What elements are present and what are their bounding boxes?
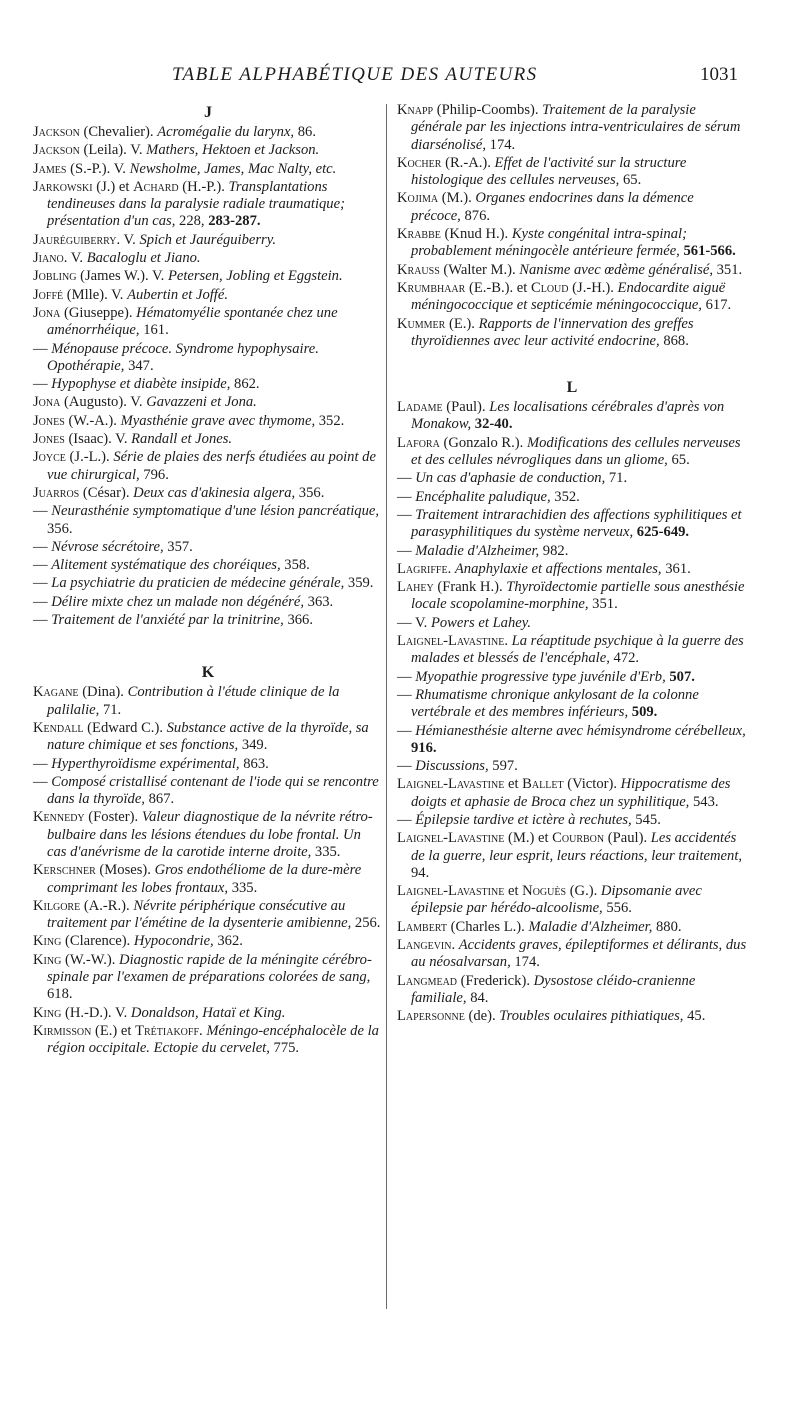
page-ref: 543.	[689, 793, 719, 810]
page-ref: 335.	[311, 843, 341, 860]
author-details: (Charles L.).	[446, 918, 529, 935]
coauthor-name: Cloud	[530, 279, 569, 296]
page-ref: 862.	[230, 376, 260, 393]
page-ref-bold: 509.	[631, 704, 658, 721]
index-entry	[33, 341, 383, 376]
index-entry	[397, 723, 747, 758]
index-entry	[33, 161, 383, 178]
page-ref: 352.	[315, 412, 345, 429]
author-name: Jiano	[33, 250, 64, 267]
work-title: Dipsomanie avec épilepsie par hérédo-alcoolisme,	[411, 883, 702, 917]
author-name: Jackson	[33, 124, 80, 140]
coauthor-name: Trétiakoff	[135, 1022, 200, 1039]
author-details: (Isaac). V.	[64, 431, 132, 448]
author-details: (Giuseppe).	[60, 304, 137, 321]
index-entry	[397, 776, 747, 811]
page-ref-bold: 916.	[411, 739, 437, 756]
page-ref-bold: 561-566.	[683, 243, 736, 260]
page-ref: 366.	[283, 612, 313, 629]
page-number: 1031	[700, 64, 738, 85]
page-ref: 86.	[294, 124, 316, 140]
page-ref: 352.	[550, 488, 580, 505]
page-ref: 361.	[661, 560, 691, 577]
page-ref: 356.	[47, 520, 73, 537]
work-title: Hyperthyroïdisme expérimental,	[51, 755, 240, 772]
index-entry	[397, 615, 747, 632]
page-ref: 174.	[486, 136, 516, 153]
work-title: Spich et Jauréguiberry.	[139, 231, 277, 248]
work-title: Rapports de l'innervation des greffes thyroïdiennes avec leur activité endocrine,	[411, 315, 694, 349]
index-entry	[33, 485, 383, 502]
work-title: Hypophyse et diabète insipide,	[51, 376, 231, 393]
index-entry	[397, 687, 747, 722]
work-title: Diagnostic rapide de la méningite cérébro-spinale par l'examen de préparations colorées de sang,	[47, 951, 372, 986]
page-ref: 618.	[47, 986, 73, 1003]
author-details: (A.-R.).	[80, 897, 134, 914]
work-title: Hématomyélie spontanée chez une aménorrhéique,	[47, 304, 338, 339]
index-entry	[397, 155, 747, 190]
author-name: Joffé	[33, 286, 64, 303]
coauthor-details: (H.-P.).	[178, 178, 229, 195]
index-entry	[397, 633, 747, 668]
index-entry	[397, 489, 747, 506]
author-details: (H.-D.). V.	[61, 1004, 131, 1021]
index-entry	[33, 124, 383, 141]
author-details: (Edward C.).	[83, 719, 167, 736]
work-title: Anaphylaxie et affections mentales,	[454, 560, 662, 577]
work-title: Newsholme, James, Mac Nalty, etc.	[129, 160, 337, 177]
page-ref: 358.	[280, 557, 310, 574]
work-title: Substance active de la thyroïde, sa nature chimique et ses fonctions,	[47, 719, 369, 754]
index-entry	[33, 539, 383, 556]
index-entry	[397, 262, 747, 279]
index-entry	[33, 684, 383, 719]
work-title: Épilepsie tardive et ictère à rechutes,	[415, 811, 632, 828]
author-name: Knapp	[397, 102, 434, 118]
author-details: (E.).	[445, 315, 479, 332]
author-details: (Moses).	[95, 862, 155, 879]
section-letter-l: L	[566, 379, 578, 397]
work-title: Randall et Jones.	[131, 431, 233, 448]
page-ref: 545.	[631, 811, 661, 828]
work-title: La réaptitude psychique à la guerre des malades et blessés de l'encéphale,	[411, 633, 744, 667]
running-header	[0, 60, 800, 94]
index-entry	[397, 399, 747, 434]
section-letter-j: J	[204, 104, 212, 121]
page-ref: 347.	[124, 357, 154, 374]
index-entry	[397, 973, 747, 1008]
page-ref: 867.	[144, 791, 175, 808]
author-details: (Clarence).	[61, 933, 134, 950]
index-entry	[33, 898, 383, 933]
work-title: Hémianesthésie alterne avec hémisyndrome cérébelleux,	[415, 722, 746, 739]
work-title: Série de plaies des nerfs étudiées au point de vue chirurgical,	[47, 449, 376, 483]
work-title: Encéphalite paludique,	[415, 488, 551, 505]
work-title: Endocardite aiguë méningococcique et septicémie méningococcique,	[411, 279, 726, 314]
page-ref-bold: 32-40.	[474, 416, 513, 433]
author-details: (César).	[79, 484, 134, 501]
author-name: Lapersonne	[397, 1008, 465, 1025]
index-entry	[397, 579, 747, 614]
author-name: Kocher	[397, 154, 442, 171]
author-name: Langevin	[397, 937, 452, 954]
page-ref: 228,	[175, 213, 209, 230]
work-title: Rhumatisme chronique ankylosant de la colonne vertébrale et des membres inférieurs,	[411, 686, 699, 721]
author-name: Krauss	[397, 261, 440, 278]
author-name: James	[33, 160, 67, 177]
author-details: . V.	[63, 250, 87, 267]
author-name: Jones	[33, 431, 65, 448]
work-title: Contribution à l'étude clinique de la palilalie,	[47, 684, 340, 718]
author-name: Jauréguiberry	[33, 231, 117, 248]
work-title: Neurasthénie symptomatique d'une lésion pancréatique,	[51, 503, 380, 520]
index-entry	[33, 413, 383, 430]
index-entry	[33, 575, 383, 592]
index-entry	[397, 280, 747, 315]
page-ref: 796.	[139, 466, 169, 483]
page-ref-bold: 283-287.	[208, 213, 261, 230]
index-entry	[33, 287, 383, 304]
index-entry	[33, 250, 383, 267]
index-entry	[33, 862, 383, 897]
coauthor-details: (J.-H.).	[568, 279, 618, 296]
author-details: (E.) et	[91, 1022, 136, 1039]
index-entry	[397, 507, 747, 542]
index-entry	[33, 376, 383, 393]
index-entry	[33, 503, 383, 538]
work-title: Hippocratisme des doigts et aphasie de Broca chez un syphilitique,	[411, 776, 731, 810]
work-title: Dysostose cléido-cranienne familiale,	[411, 972, 696, 1006]
author-name: Kagane	[33, 684, 79, 701]
see-also: V.	[414, 614, 431, 631]
author-name: Langmead	[397, 972, 458, 989]
work-title: La psychiatrie du praticien de médecine générale,	[51, 575, 345, 592]
work-title: Aubertin et Joffé.	[127, 286, 228, 303]
running-title: TABLE ALPHABÉTIQUE DES AUTEURS	[172, 64, 538, 85]
page-ref-bold: 625-649.	[636, 524, 690, 541]
author-name: Krumbhaar	[397, 279, 466, 296]
author-details: (Paul).	[442, 399, 490, 416]
left-column	[33, 102, 383, 1059]
work-title: Composé cristallisé contenant de l'iode qui se rencontre dans la thyroïde,	[47, 773, 379, 808]
author-name: Jona	[33, 394, 61, 411]
work-title: Discussions,	[415, 758, 489, 775]
work-title: Maladie d'Alzheimer,	[528, 918, 653, 935]
index-entry	[397, 102, 747, 154]
work-title: Les localisations cérébrales d'après von Monakow,	[411, 399, 725, 433]
index-entry	[33, 809, 383, 861]
coauthor-name: Noguès	[522, 883, 567, 900]
work-title: Névrose sécrétoire,	[51, 538, 164, 555]
index-entry	[397, 937, 747, 972]
author-details: (Dina).	[78, 684, 128, 701]
index-entry	[397, 669, 747, 686]
work-title: Nanisme avec œdème généralisé,	[519, 261, 713, 278]
author-name: Jobling	[33, 268, 77, 285]
work-title: Bacaloglu et Jiano.	[86, 250, 201, 267]
index-entry	[397, 919, 747, 936]
index-entry	[33, 232, 383, 249]
index-entry	[33, 431, 383, 448]
work-title: Gros endothéliome de la dure-mère comprimant les lobes frontaux,	[47, 862, 362, 896]
work-title: Myopathie progressive type juvénile d'Erb,	[415, 668, 666, 685]
work-title: Valeur diagnostique de la névrite rétro-bulbaire dans les lésions étendues du lobe frontal. Un cas d'anévrisme de la carotide interne droite,	[47, 809, 373, 860]
page-ref: 335.	[228, 879, 258, 896]
author-details: (Foster).	[84, 809, 142, 826]
work-title: Accidents graves, épileptiformes et délirants, dus au néosalvarsan,	[411, 937, 747, 971]
author-details: (S.-P.). V.	[66, 160, 130, 177]
page-ref: 982.	[539, 542, 569, 559]
work-title: Effet de l'activité sur la structure histologique des cellules nerveuses,	[411, 154, 687, 189]
author-details: (J.-L.).	[65, 449, 114, 466]
author-name: Lagriffe	[397, 560, 448, 577]
index-entry	[33, 179, 383, 231]
author-details: (Frank H.).	[433, 579, 507, 596]
index-entry	[397, 470, 747, 487]
index-entry	[397, 561, 747, 578]
index-entry	[33, 1005, 383, 1022]
author-details: (James W.). V.	[76, 268, 168, 285]
work-title: Névrite périphérique consécutive au traitement par l'émétine de la dysenterie amibienne,	[47, 897, 352, 932]
page-ref: 351.	[712, 261, 743, 278]
index-entry	[397, 543, 747, 560]
page-ref: 597.	[488, 758, 518, 775]
author-name: Jona	[33, 304, 61, 321]
work-title: Traitement de l'anxiété par la trinitrine,	[51, 612, 284, 629]
author-name: Laignel-Lavastine	[397, 830, 505, 847]
page-ref: 775.	[269, 1040, 300, 1057]
coauthor-details: (Paul).	[604, 830, 651, 847]
author-details: (Augusto). V.	[60, 394, 147, 411]
index-entry	[397, 316, 747, 351]
author-details: (W.-W.).	[61, 951, 120, 968]
index-entry	[33, 720, 383, 755]
page-ref: 868.	[659, 332, 689, 349]
author-details: . V.	[116, 231, 140, 248]
work-title: Thyroïdectomie partielle sous anesthésie locale scopolamine-morphine,	[411, 579, 745, 613]
index-entry	[33, 933, 383, 950]
work-title: Modifications des cellules nerveuses et des cellules névrogliques dans un gliome,	[411, 434, 741, 469]
page-ref: 863.	[239, 755, 269, 772]
page-ref: 71.	[605, 470, 628, 487]
author-name: Jarkowski	[33, 178, 93, 195]
page-ref: 71.	[99, 701, 122, 718]
author-details: .	[447, 560, 455, 577]
page-ref: 617.	[701, 297, 732, 314]
index-entry	[33, 449, 383, 484]
work-title: Transplantations tendineuses dans la paralysie radiale traumatique; présentation d'un cas,	[47, 178, 345, 230]
author-name: Kirmisson	[33, 1022, 92, 1039]
work-title: Myasthénie grave avec thymome,	[120, 412, 316, 429]
page-ref: 359.	[344, 575, 374, 592]
coauthor-name: Ballet	[522, 776, 564, 793]
author-details: (R.-A.).	[441, 154, 495, 171]
author-details: (M.) et	[504, 830, 553, 847]
work-title: Donaldson, Hataï et King.	[130, 1004, 286, 1021]
page-ref: 174.	[510, 954, 540, 971]
work-title: Ménopause précoce. Syndrome hypophysaire. Opothérapie,	[47, 340, 319, 374]
author-details: (Mlle). V.	[63, 286, 128, 303]
work-title: Traitement de la paralysie générale par les injections intra-ventriculaires de sérum diarsénolisé,	[411, 102, 741, 153]
author-name: King	[33, 933, 62, 950]
page-ref: 556.	[602, 900, 632, 917]
author-details: (Philip-Coombs).	[433, 102, 543, 118]
author-name: Kojima	[397, 190, 439, 207]
column-divider	[386, 104, 387, 1309]
index-entry	[33, 394, 383, 411]
page-ref: 362.	[213, 933, 243, 950]
index-entry	[33, 594, 383, 611]
coauthor-details: (G.).	[566, 883, 601, 900]
page-ref: 356.	[295, 484, 325, 501]
work-title: Mathers, Hektoen et Jackson.	[146, 142, 320, 159]
author-details: (Chevalier).	[79, 124, 158, 140]
work-title: Organes endocrines dans la démence précoce,	[411, 190, 694, 224]
index-entry	[33, 268, 383, 285]
index-entry	[397, 1008, 747, 1025]
index-entry	[397, 435, 747, 470]
page-ref: 45.	[683, 1008, 706, 1025]
work-title: Troubles oculaires pithiatiques,	[499, 1008, 684, 1025]
work-title: Acromégalie du larynx,	[157, 124, 295, 140]
author-name: Juarros	[33, 484, 80, 501]
author-name: Laignel-Lavastine	[397, 633, 505, 650]
author-name: King	[33, 1004, 62, 1021]
section-spacer	[397, 351, 747, 377]
author-name: Jones	[33, 412, 65, 429]
author-details: et	[504, 776, 523, 793]
author-name: Kummer	[397, 315, 446, 332]
index-entry	[33, 142, 383, 159]
author-name: Joyce	[33, 449, 66, 466]
index-entry	[397, 883, 747, 918]
index-entry	[33, 1023, 383, 1058]
author-details: (Gonzalo R.).	[439, 434, 527, 451]
index-entry	[397, 758, 747, 775]
author-details: (Knud H.).	[440, 226, 512, 243]
author-name: Kennedy	[33, 809, 85, 826]
page-ref: 472.	[609, 650, 640, 667]
author-details: (J.) et	[92, 178, 134, 195]
coauthor-name: Courbon	[552, 830, 605, 847]
index-entry	[33, 774, 383, 809]
work-title: Alitement systématique des choréiques,	[51, 557, 281, 574]
author-details: (E.-B.). et	[465, 279, 531, 296]
work-title: Hypocondrie,	[133, 933, 214, 950]
index-entry	[33, 305, 383, 340]
author-details: .	[504, 633, 512, 650]
author-details: (Frederick).	[457, 972, 534, 989]
work-title: Deux cas d'akinesia algera,	[133, 484, 296, 501]
author-name: Kendall	[33, 719, 84, 736]
work-title: Méningo-encéphalocèle de la région occipitale. Ectopie du cervelet,	[47, 1022, 379, 1057]
coauthor-name: Achard	[133, 178, 179, 195]
page-ref: 161.	[139, 322, 169, 339]
page-ref: 65.	[667, 452, 690, 469]
work-title: Un cas d'aphasie de conduction,	[415, 470, 606, 487]
author-details: (Walter M.).	[439, 261, 520, 278]
work-title: Powers et Lahey.	[430, 614, 532, 631]
index-entry	[33, 557, 383, 574]
coauthor-details: .	[199, 1022, 207, 1039]
index-entry	[397, 226, 747, 261]
author-name: Jackson	[33, 142, 80, 159]
index-entry	[33, 952, 383, 1004]
page-ref-bold: 507.	[669, 668, 695, 685]
author-name: Kilgore	[33, 897, 81, 914]
page-ref: 363.	[304, 593, 334, 610]
author-details: (M.).	[438, 190, 476, 207]
author-name: Krabbe	[397, 226, 441, 243]
author-name: Lambert	[397, 918, 447, 935]
right-column	[397, 102, 747, 1027]
index-entry	[33, 756, 383, 773]
section-spacer	[33, 630, 383, 662]
author-name: King	[33, 951, 62, 968]
section-letter-k: K	[201, 664, 215, 682]
author-details: et	[504, 883, 523, 900]
author-details: .	[451, 937, 459, 954]
work-title: Petersen, Jobling et Eggstein.	[167, 268, 343, 285]
page-ref: 94.	[411, 864, 430, 881]
page-ref: 349.	[238, 737, 268, 754]
page-ref: 357.	[163, 538, 193, 555]
page-ref: 84.	[466, 989, 489, 1006]
index-entry	[397, 812, 747, 829]
page-ref: 880.	[652, 918, 682, 935]
work-title: Maladie d'Alzheimer,	[415, 542, 540, 559]
author-name: Kerschner	[33, 862, 96, 879]
author-details: (de).	[464, 1008, 500, 1025]
work-title: Gavazzeni et Jona.	[146, 394, 257, 411]
author-details: (W.-A.).	[64, 412, 121, 429]
author-name: Ladame	[397, 399, 443, 416]
index-entry	[397, 190, 747, 225]
author-name: Laignel-Lavastine	[397, 883, 505, 900]
author-name: Laignel-Lavastine	[397, 776, 505, 793]
work-title: Délire mixte chez un malade non dégénéré,	[51, 593, 304, 610]
page-ref: 65.	[619, 172, 642, 189]
page-ref: 351.	[588, 596, 618, 613]
page-ref: 876.	[460, 207, 491, 224]
index-entry	[397, 830, 747, 882]
coauthor-details: (Victor).	[563, 776, 621, 793]
work-title: Kyste congénital intra-spinal; probablement méningocèle antérieure fermée,	[411, 226, 687, 260]
work-title: Traitement intrarachidien des affections syphilitiques et parasyphilitiques du système nerveux,	[411, 506, 742, 541]
author-name: Lafora	[397, 434, 440, 451]
author-details: (Leila). V.	[79, 142, 147, 159]
page-ref: 256.	[351, 915, 381, 932]
index-entry	[33, 612, 383, 629]
author-name: Lahey	[397, 579, 434, 596]
work-title: Les accidentés de la guerre, leur esprit, leurs réactions, leur traitement,	[411, 830, 743, 864]
